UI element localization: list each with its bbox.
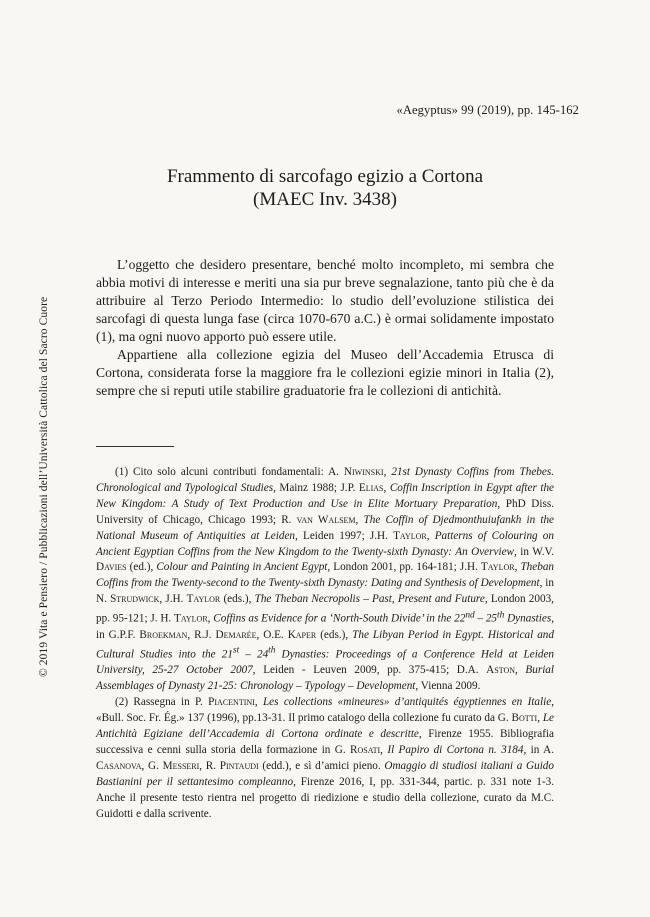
fn1-text: (eds.), xyxy=(316,628,353,641)
fn2-author: Piacentini xyxy=(208,696,255,709)
fn2-work-title: Les collections «mineures» d’antiquités égyptiennes en Italie xyxy=(262,696,552,709)
fn1-author: Niwinski xyxy=(343,466,384,478)
fn1-text: , xyxy=(207,612,214,625)
fn1-superscript: nd xyxy=(465,610,475,621)
fn1-text: , Vienna 2009. xyxy=(415,680,481,693)
fn1-author: van Walsem xyxy=(296,513,356,526)
fn2-author: Messeri xyxy=(162,759,200,772)
fn1-text: , xyxy=(426,529,435,542)
fn1-work-title: – 25 xyxy=(474,612,498,625)
fn1-text: , in G.P.F. xyxy=(96,612,555,641)
fn2-text: , Firenze 1955. Bibliografia successiva e cenni sulla storia della formazione in G. xyxy=(96,727,554,756)
fn1-work-title: – 24 xyxy=(239,648,269,661)
fn1-text: (ed.), xyxy=(126,561,157,574)
fn2-author: Casanova xyxy=(96,759,142,772)
fn1-work-title: 21st Dynasty Coffins from Thebes. Chronological and Typological Studies xyxy=(96,466,555,494)
fn1-text: , Leiden - Leuven 2009, pp. 375-415; D.A. xyxy=(252,664,487,677)
fn1-work-title: Dynasties: Proceedings of a Conference Held at Leiden University, 25-27 October 2007 xyxy=(96,648,555,677)
fn2-text: , G. xyxy=(141,759,163,772)
fn1-text: , in N. xyxy=(96,577,555,606)
fn1-text: , xyxy=(355,513,364,526)
fn1-work-title: The Coffin of Djedmonthuiufankh in the National Museum of Antiquities at Leiden xyxy=(96,513,555,542)
fn1-superscript: th xyxy=(497,610,505,621)
footnote-1 xyxy=(96,465,554,695)
fn1-text: , in W.V. xyxy=(514,545,554,558)
fn1-text: (eds.), xyxy=(220,593,255,606)
fn1-author: Taylor xyxy=(174,612,208,625)
fn1-text: , O.E. xyxy=(256,628,288,641)
fn2-work-title: Le Antichità Egiziane dell’Accademia di Cortona ordinate e descritte xyxy=(96,712,555,740)
footnote-2 xyxy=(96,695,554,822)
fn1-work-title: Dynasties xyxy=(504,612,552,625)
fn1-text: , J.H. xyxy=(159,593,187,606)
fn1-work-title: The Theban Necropolis – Past, Present and Future xyxy=(254,593,485,606)
footnote-marker: (2) xyxy=(115,696,129,709)
fn1-superscript: st xyxy=(232,645,240,656)
fn1-work-title: Coffin Inscription in Egypt after the New Kingdom: A Study of Text Production and Use in Elite Mortuary Preparation xyxy=(96,481,555,510)
fn1-work-title: Patterns of Colouring on Ancient Egyptian Coffins from the New Kingdom to the Twenty-sixth Dynasty: An Overview xyxy=(96,529,554,558)
fn1-work-title: Coffins as Evidence for a ‘North-South Divide’ in the 22 xyxy=(213,612,466,625)
fn2-text: , R. xyxy=(199,759,220,772)
fn1-text: Cito solo alcuni contributi fondamentali: A. xyxy=(133,466,344,478)
fn2-text: , xyxy=(537,712,543,725)
fn1-text: , Leiden 1997; J.H. xyxy=(295,529,394,542)
fn2-text: , xyxy=(380,743,388,756)
fn2-work-title: Omaggio di studiosi italiani a Guido Bastianini per il settantesimo compleanno xyxy=(96,759,554,788)
journal-citation: «Aegyptus» 99 (2019), pp. 145-162 xyxy=(396,103,579,117)
fn1-work-title: The Libyan Period in Egypt. Historical and Cultural Studies into the 21 xyxy=(96,628,554,661)
fn2-text: (edd.), e sì d’amici pieno. xyxy=(258,759,385,772)
fn1-work-title: Burial Assemblages of Dynasty 21-25: Chronology – Typology – Development xyxy=(96,664,555,693)
fn1-author: Taylor xyxy=(393,529,427,542)
fn1-text: , R.J. xyxy=(187,628,216,641)
article-title-line2: (MAEC Inv. 3438) xyxy=(253,189,397,210)
fn1-author: Taylor xyxy=(480,561,515,574)
fn2-text: Rassegna in P. xyxy=(133,696,209,709)
paragraph-1: L’oggetto che desidero presentare, benché molto incompleto, mi sembra che abbia motivi di interesse e meriti una sia pur breve segnalazione, tanto più che è da attribuire al Terzo Periodo Intermedio: lo studio dell’evoluzione stilistica dei sarcofagi di questa lunga fase (circa 1070-670 a.C.) è ormai solidamente impostato (1), ma ogni nuovo apporto può essere utile. xyxy=(96,257,554,344)
fn2-author: Botti xyxy=(511,712,538,725)
fn1-text: , xyxy=(514,561,521,574)
fn2-work-title: Il Papiro di Cortona n. 3184 xyxy=(387,743,524,756)
body-text xyxy=(96,256,554,400)
fn1-text: , London 2001, pp. 164-181; J.H. xyxy=(327,561,481,574)
fn1-text: , PhD Diss. University of Chicago, Chicago 1993; R. xyxy=(96,497,554,526)
fn1-work-title: Theban Coffins from the Twenty-second to the Twenty-sixth Dynasty: Dating and Synthesis of Development xyxy=(96,561,554,590)
fn1-author: Broekman xyxy=(139,628,188,641)
fn1-superscript: th xyxy=(268,645,276,656)
footnotes xyxy=(96,465,554,822)
article-title-line1: Frammento di sarcofago egizio a Cortona xyxy=(166,166,484,187)
fn1-author: Kaper xyxy=(287,628,317,641)
fn1-work-title: Colour and Painting in Ancient Egypt xyxy=(156,561,328,574)
fn1-text: , Mainz 1988; J.P. xyxy=(273,481,359,494)
fn1-text: , xyxy=(383,466,392,478)
fn2-author: Pintaudi xyxy=(219,759,259,772)
fn1-text: , xyxy=(383,481,390,494)
fn1-author: Aston xyxy=(486,664,515,677)
fn1-text: , xyxy=(515,664,526,677)
fn1-text: , London 2003, pp. 95-121; J. H. xyxy=(96,593,554,625)
fn1-author: Taylor xyxy=(186,593,221,606)
fn2-author: Rosati xyxy=(350,743,381,756)
fn1-author: Strudwick xyxy=(110,593,160,606)
fn2-text: , in A. xyxy=(523,743,554,756)
paragraph-2: Appartiene alla collezione egizia del Museo dell’Accademia Etrusca di Cortona, considerata forse la maggiore fra le collezioni egizie minori in Italia (2), sempre che si reputi utile stabilire graduatorie fra le collezioni di antichità. xyxy=(96,347,554,398)
fn2-text: , xyxy=(254,696,263,709)
fn2-text: , «Bull. Soc. Fr. Ég.» 137 (1996), pp.13-31. Il primo catalogo della collezione fu curato da G. xyxy=(96,696,555,725)
copyright-notice: © 2019 Vita e Pensiero / Pubblicazioni dell’Università Cattolica del Sacro Cuore xyxy=(38,296,50,677)
fn2-text: , Firenze 2016, I, pp. 331-344, partic. p. 331 note 1-3. Anche il presente testo rientra nel progetto di riedizione e studio della collezione, curato da M.C. Guidotti e dalla scrivente. xyxy=(96,775,554,820)
fn1-author: Davies xyxy=(96,561,127,574)
article-title xyxy=(95,165,555,211)
footnote-marker: (1) xyxy=(115,466,129,478)
footnote-separator xyxy=(96,446,174,447)
fn1-author: Elias xyxy=(358,481,384,494)
fn1-author: Demarée xyxy=(215,628,257,641)
